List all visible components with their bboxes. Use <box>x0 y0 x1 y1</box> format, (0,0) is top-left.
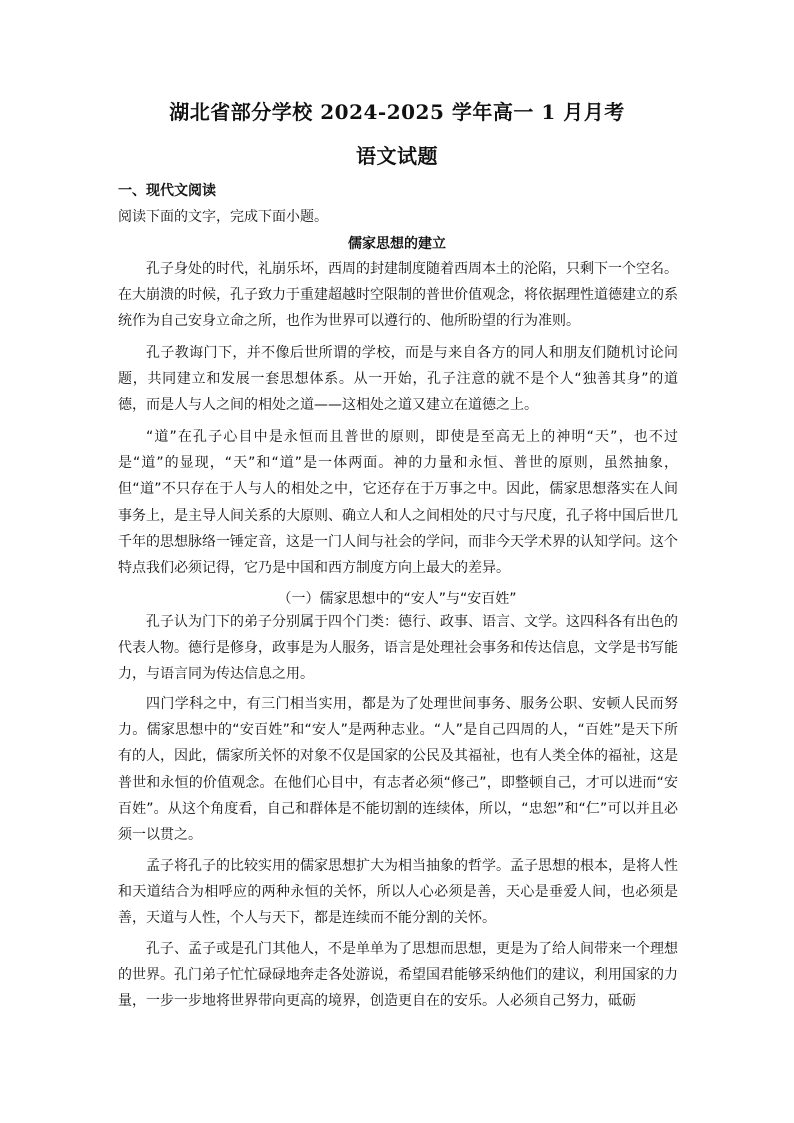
section-heading: 一、现代文阅读 <box>118 183 216 199</box>
exam-subtitle: 语文试题 <box>356 144 438 168</box>
paragraph: 孔子身处的时代，礼崩乐坏，西周的封建制度随着西周本土的沦陷，只剩下一个空名。在大崩溃的时候，孔子致力于重建超越时空限制的普世价值观念，将依据理性道德建立的系统作为自己安身立命之所，也作为世界可以遵行的、他所盼望的行为准则。 <box>118 261 678 330</box>
paragraph: “道”在孔子心目中是永恒而且普世的原则，即使是至高无上的神明“天”，也不过是“道”的显现，“天”和“道”是一体两面。神的力量和永恒、普世的原则，虽然抽象，但“道”不只存在于人与人的相处之中，它还存在于万事之中。因此，儒家思想落实在人间事务上，是主导人间关系的大原则、确立人和人之间相处的尺寸与尺度，孔子将中国后世几千年的思想脉络一锤定音，这是一门人间与社会的学问，而非今天学术界的认知学问。这个特点我们必须记得，它乃是中国和西方制度方向上最大的差异。 <box>118 429 678 577</box>
paragraph: 孟子将孔子的比较实用的儒家思想扩大为相当抽象的哲学。孟子思想的根本，是将人性和天道结合为相呼应的两种永恒的关怀，所以人心必须是善，天心是垂爱人间，也必须是善，天道与人性，个人与天下，都是连续而不能分割的关怀。 <box>118 858 678 927</box>
paragraph: 孔子教诲门下，并不像后世所谓的学校，而是与来自各方的同人和朋友们随机讨论问题，共同建立和发展一套思想体系。从一开始，孔子注意的就不是个人“独善其身”的道德，而是人与人之间的相处之道——这相处之道又建立在道德之上。 <box>118 345 678 414</box>
reading-instruction: 阅读下面的文字，完成下面小题。 <box>118 209 328 225</box>
article-title: 儒家思想的建立 <box>348 236 446 252</box>
paragraph: 孔子认为门下的弟子分别属于四个门类：德行、政事、语言、文学。这四科各有出色的代表人物。德行是修身，政事是为人服务，语言是处理社会事务和传达信息，文学是书写能力，与语言同为传达信息之用。 <box>118 614 678 683</box>
paragraph: 四门学科之中，有三门相当实用，都是为了处理世间事务、服务公职、安顿人民而努力。儒家思想中的“安百姓”和“安人”是两种志业。“人”是自己四周的人，“百姓”是天下所有的人，因此，儒家所关怀的对象不仅是国家的公民及其福祉，也有人类全体的福祉，这是普世和永恒的价值观念。在他们心目中，有志者必须“修己”，即整顿自己，才可以进而“安百姓”。从这个角度看，自己和群体是不能切割的连续体，所以，“忠恕”和“仁”可以并且必须一以贯之。 <box>118 696 678 844</box>
section-subheading: （一）儒家思想中的“安人”与“安百姓” <box>277 591 517 607</box>
exam-title: 湖北省部分学校 2024-2025 学年高一 1 月月考 <box>169 100 625 124</box>
paragraph: 孔子、孟子或是孔门其他人，不是单单为了思想而思想，更是为了给人间带来一个理想的世界。孔门弟子忙忙碌碌地奔走各处游说，希望国君能够采纳他们的建议，利用国家的力量，一步一步地将世界带向更高的境界，创造更自在的安乐。人必须自己努力，砥砺 <box>118 941 678 1010</box>
